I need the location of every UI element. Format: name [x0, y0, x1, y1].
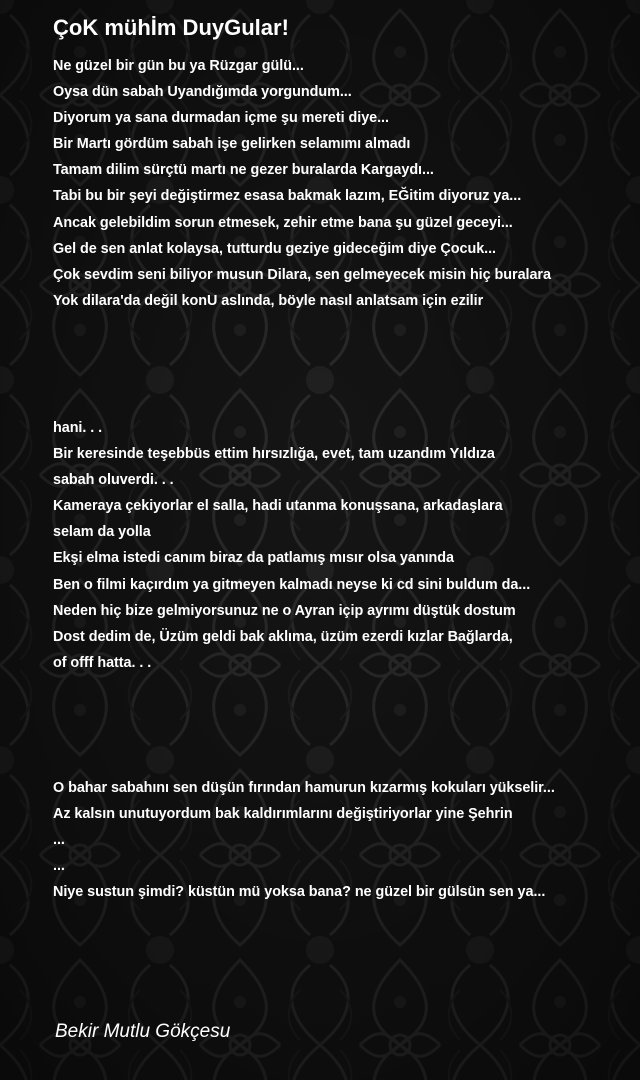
- poem-line: Diyorum ya sana durmadan içme şu mereti diye...: [53, 110, 389, 127]
- poem-line: Ne güzel bir gün bu ya Rüzgar gülü...: [53, 58, 304, 74]
- poem-line: Çok sevdim seni biliyor musun Dilara, sen gelmeyecek misin hiç buralara: [53, 266, 551, 283]
- poem-line: Oysa dün sabah Uyandığımda yorgundum...: [53, 84, 352, 101]
- poem-line: selam da yolla: [53, 524, 151, 541]
- poem-title: ÇoK mühİm DuyGular!: [53, 15, 289, 40]
- poem-line: Tabi bu bir şeyi değiştirmez esasa bakmak lazım, EĞitim diyoruz ya...: [53, 188, 522, 205]
- poem-line: Bir keresinde teşebbüs ettim hırsızlığa, evet, tam uzandım Yıldıza: [53, 446, 495, 463]
- poem-line: Bir Martı gördüm sabah işe gelirken selamımı almadı: [53, 136, 411, 153]
- poem-line: O bahar sabahını sen düşün fırından hamurun kızarmış kokuları yükselir...: [53, 780, 555, 796]
- poem-line: Neden hiç bize gelmiyorsunuz ne o Ayran içip ayrımı düştük dostum: [53, 602, 516, 619]
- poem-line: ...: [53, 832, 65, 849]
- poem-line: Ben o filmi kaçırdım ya gitmeyen kalmadı neyse ki cd sini buldum da...: [53, 576, 531, 593]
- poem-line: Niye sustun şimdi? küstün mü yoksa bana? ne güzel bir gülsün sen ya...: [53, 884, 546, 901]
- poem-line: Dost dedim de, Üzüm geldi bak aklıma, üzüm ezerdi kızlar Bağlarda,: [53, 628, 513, 645]
- poem-line: Gel de sen anlat kolaysa, tutturdu geziye gideceğim diye Çocuk...: [53, 240, 496, 257]
- stanza-1: [53, 53, 633, 314]
- poem-line: ...: [53, 858, 65, 875]
- poem-line: Ekşi elma istedi canım biraz da patlamış mısır olsa yanında: [53, 550, 454, 567]
- poem-line: sabah oluverdi. . .: [53, 472, 174, 489]
- poem-author: Bekir Mutlu Gökçesu: [55, 1021, 231, 1042]
- poem-line: of offf hatta. . .: [53, 654, 152, 671]
- poem-line: Az kalsın unutuyordum bak kaldırımlarını değiştiriyorlar yine Şehrin: [53, 806, 513, 823]
- poem-line: Kameraya çekiyorlar el salla, hadi utanma konuşsana, arkadaşlara: [53, 498, 503, 515]
- poem-line: Tamam dilim sürçtü martı ne gezer buralarda Kargaydı...: [53, 162, 434, 179]
- poem-line: hani. . .: [53, 420, 103, 436]
- poem-line: Yok dilara'da değil konU aslında, böyle nasıl anlatsam için ezilir: [53, 292, 484, 309]
- poem-line: Ancak gelebildim sorun etmesek, zehir etme bana şu güzel geceyi...: [53, 214, 513, 231]
- stanza-3: [53, 775, 633, 905]
- stanza-2: [53, 415, 633, 676]
